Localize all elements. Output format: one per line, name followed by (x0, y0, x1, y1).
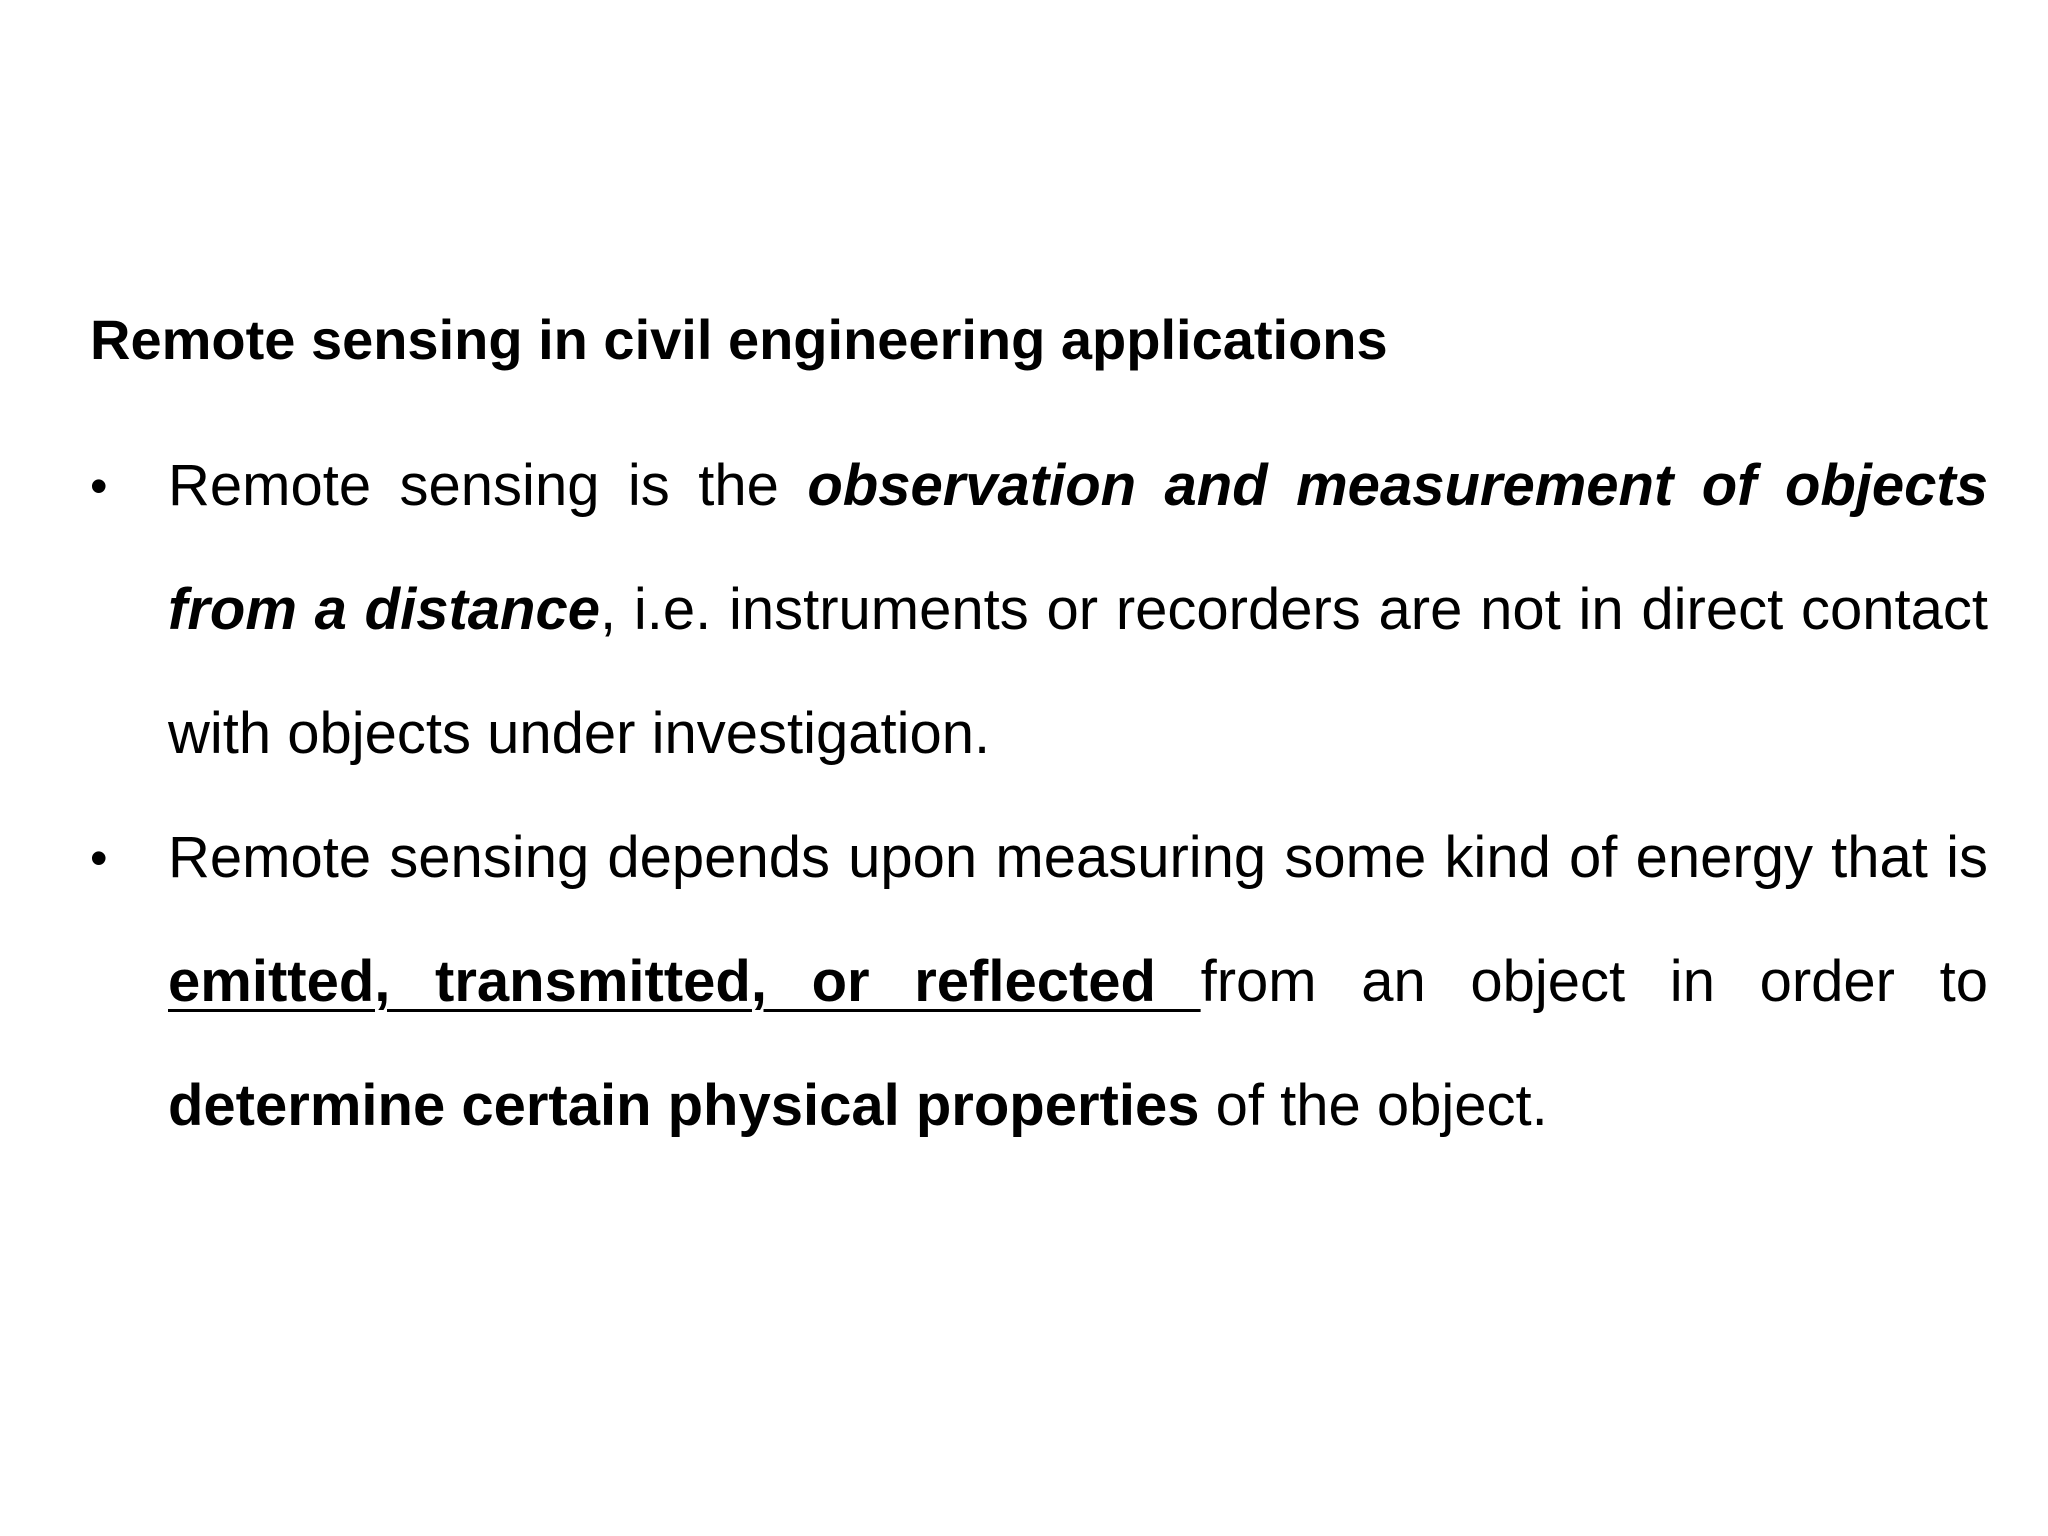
bullet-2-text-start: Remote sensing depends upon measuring some kind of energy that is (168, 825, 1988, 890)
bullet-2-text-end: of the object. (1199, 1073, 1548, 1138)
slide-title: Remote sensing in civil engineering applications (90, 308, 1388, 371)
bullet-dot-icon: • (90, 458, 108, 514)
bullet-item-energy (90, 796, 1988, 1168)
bullet-1-emphasis: observation and measurement of objects from a distance (168, 453, 1988, 642)
bullet-2-bold: determine certain physical properties (168, 1073, 1200, 1138)
bullet-1-text-end: , i.e. instruments or recorders are not in direct contact with objects under investigation. (168, 577, 1988, 766)
bullet-2-underlined: emitted, transmitted, or reflected (168, 949, 1201, 1014)
bullet-1-text-start: Remote sensing is the (168, 453, 808, 518)
bullet-list (90, 424, 1988, 1168)
bullet-dot-icon: • (90, 830, 108, 886)
bullet-2-text-middle: from an object in order to (1200, 949, 1988, 1014)
bullet-item-definition (90, 424, 1988, 796)
